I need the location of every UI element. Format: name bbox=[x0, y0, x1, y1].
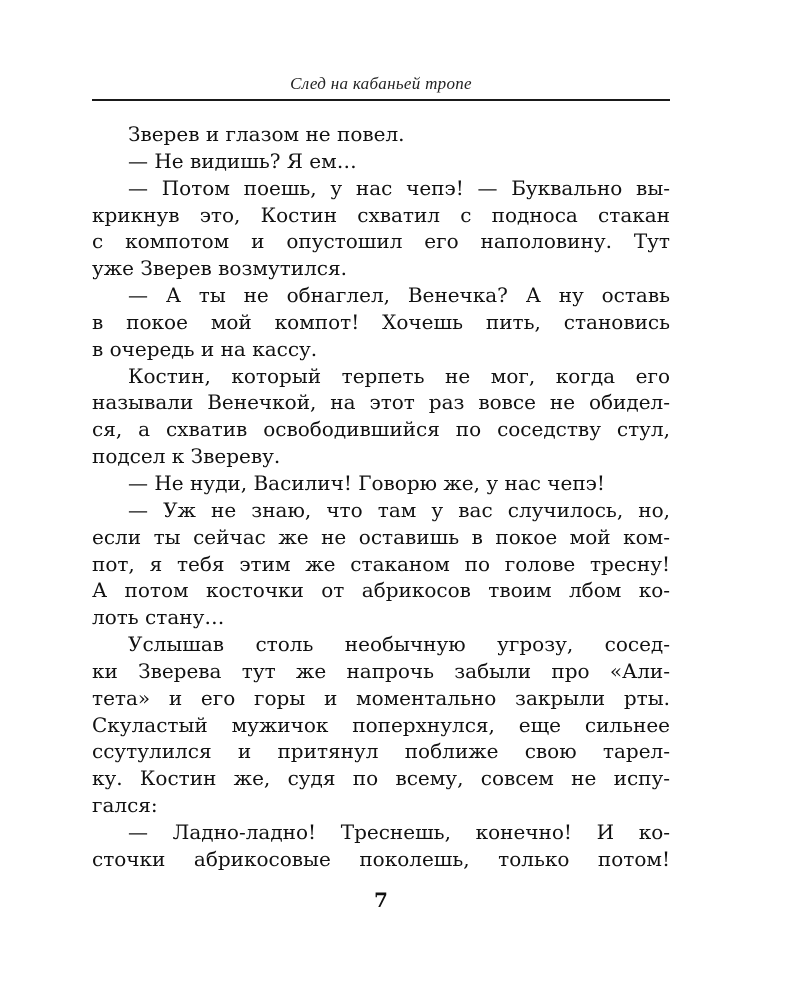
text-line: лоть стану… bbox=[92, 605, 225, 630]
text-line: гался: bbox=[92, 793, 158, 818]
text-line: уже Зверев возмутился. bbox=[92, 256, 347, 281]
text-line: ссутулился и притянул поближе свою тарел- bbox=[92, 739, 670, 764]
text-line: — А ты не обнаглел, Венечка? А ну оставь bbox=[128, 283, 670, 308]
text-line: Скуластый мужичок поперхнулся, еще сильнее bbox=[92, 712, 670, 737]
text-line: А потом косточки от абрикосов твоим лбом ко- bbox=[92, 578, 670, 603]
page-number: 7 bbox=[374, 888, 388, 912]
text-line: Зверев и глазом не повел. bbox=[128, 122, 405, 146]
text-line: ся, а схватив освободившийся по соседству стул, bbox=[92, 417, 670, 442]
text-line: крикнув это, Костин схватил с подноса стакан bbox=[92, 202, 670, 227]
text-line: — Уж не знаю, что там у вас случилось, но, bbox=[128, 497, 670, 522]
text-line: подсел к Звереву. bbox=[92, 444, 281, 469]
header-rule bbox=[92, 99, 670, 101]
text-line: называли Венечкой, на этот раз вовсе не обидел- bbox=[92, 390, 670, 415]
text-line: Услышав столь необычную угрозу, сосед- bbox=[128, 632, 670, 657]
text-line: — Потом поешь, у нас чепэ! — Буквально вы- bbox=[128, 175, 670, 200]
text-line: в покое мой компот! Хочешь пить, становись bbox=[92, 309, 670, 334]
text-line: тета» и его горы и моментально закрыли рты. bbox=[92, 685, 670, 710]
text-line: с компотом и опустошил его наполовину. Тут bbox=[92, 229, 670, 254]
text-line: — Не видишь? Я ем… bbox=[128, 148, 357, 173]
text-line: сточки абрикосовые поколешь, только потом! bbox=[92, 846, 670, 871]
running-header: След на кабаньей тропе bbox=[290, 74, 472, 93]
text-line: пот, я тебя этим же стаканом по голове тресну! bbox=[92, 551, 670, 576]
text-line: если ты сейчас же не оставишь в покое мой ком- bbox=[92, 524, 670, 549]
text-line: ки Зверева тут же напрочь забыли про «Али- bbox=[92, 658, 670, 683]
body-text bbox=[92, 121, 670, 873]
text-line: — Ладно-ладно! Треснешь, конечно! И ко- bbox=[128, 819, 670, 844]
text-line: — Не нуди, Василич! Говорю же, у нас чепэ! bbox=[128, 470, 605, 495]
text-line: Костин, который терпеть не мог, когда его bbox=[128, 363, 670, 388]
text-line: в очередь и на кассу. bbox=[92, 336, 318, 361]
text-line: ку. Костин же, судя по всему, совсем не испу- bbox=[92, 766, 670, 791]
